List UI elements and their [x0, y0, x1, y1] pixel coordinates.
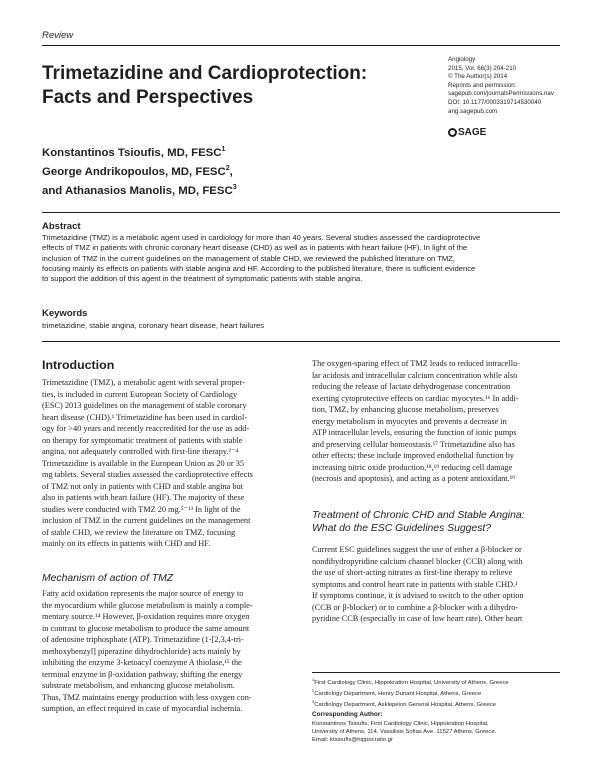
text-line: ATP intracellular levels, ensuring the function of ionic pumps: [312, 428, 517, 437]
mechanism-body: [42, 588, 296, 715]
corresponding-author-heading: Corresponding Author:: [312, 711, 383, 718]
abstract-heading: Abstract: [42, 221, 81, 232]
journal-site-link[interactable]: ang.sagepub.com: [448, 107, 498, 115]
text-line: of TMZ not only in patients with CHD and stable angina but: [42, 481, 244, 491]
sage-logo: [448, 127, 486, 138]
text-line: the myocardium while glucose metabolism is mainly a comple-: [42, 600, 253, 610]
article-title: [42, 62, 402, 110]
text-line: energy metabolism in myocytes and prevents a decrease in: [312, 416, 507, 426]
reprints-label: Reprints and permission:: [448, 81, 517, 89]
text-line: inhibiting the enzyme 3-ketoacyl coenzyme A thiolase,¹⁵ the: [42, 658, 242, 667]
text-line: angina, not adequately controlled with first-line therapy.²⁻⁴: [42, 447, 239, 456]
affiliations: [312, 676, 562, 710]
text-line: to support the addition of this agent in the treatment of symptomatic patients with stable angina.: [42, 274, 363, 284]
author: Konstantinos Tsioufis, MD, FESC$^1$: [42, 146, 226, 159]
text-line: lar acidosis and intracellular calcium concentration while also: [312, 370, 518, 380]
title-line: Trimetazidine and Cardioprotection:: [42, 63, 368, 84]
text-line: on therapy for symptomatic treatment of patients with stable: [42, 435, 243, 445]
text-line: (CCB or β-blocker) or to combine a β-blocker with a dihydro-: [312, 602, 519, 612]
treatment-body: [312, 544, 566, 625]
text-line: in contrast to glucose metabolism to produce the same amount: [42, 623, 250, 633]
text-line: focusing mainly its effects on patients with stable angina and HF. According to the published literature, there is sufficient evidence: [42, 263, 476, 273]
text-line: Current ESC guidelines suggest the use of either a β-blocker or: [312, 545, 522, 554]
text-line: and preserving cellular homeostasis.¹⁷ Trimetazidine also has: [312, 439, 515, 449]
keywords-rule: [42, 341, 560, 342]
author-list: [42, 142, 237, 198]
affiliation: $^2$Cardiology Department, Henry Dunant Hospital, Athens, Greece: [312, 688, 482, 698]
journal-issue: 2015, Vol. 66(3) 204-210: [448, 64, 517, 72]
doi[interactable]: DOI: 10.1177/0003319714530040: [448, 98, 542, 106]
journal-info: [448, 56, 578, 116]
text-line: exerting cytoprotective effects on cardiac myocytes.¹⁶ In addi-: [312, 393, 519, 403]
text-line: studies were conducted with TMZ 20 mg.⁵⁻¹³ In light of the: [42, 504, 241, 514]
abstract-body: [42, 233, 560, 284]
title-line: Facts and Perspectives: [42, 87, 254, 108]
permissions-link[interactable]: sagepub.com/journalsPermissions.nav: [448, 90, 554, 98]
text-line: mentary source.¹⁴ However, β-oxidation requires more oxygen: [42, 612, 250, 621]
text-line: symptoms and control heart rate in patients with stable CHD.¹: [312, 579, 518, 589]
text-line: (ESC) 2013 guidelines on the management of stable coronary: [42, 401, 247, 410]
header-rule: [42, 45, 560, 46]
text-line: Konstantinos Tsioufis, First Cardiology Clinic, Hippokration Hospital,: [312, 721, 489, 727]
text-line: ogy for >40 years and recently reaccredited for the use as add-: [42, 424, 250, 433]
text-line: other effects; these include improved endothelial function by: [312, 451, 514, 460]
text-line: pyridine CCB (especially in case of low heart rate). Other heart: [312, 614, 523, 623]
text-line: also in patients with heart failure (HF). The majority of these: [42, 493, 245, 502]
oxygen-sparing-body: [312, 358, 566, 485]
text-line: tion, TMZ, by enhancing glucose metabolism, preserves: [312, 405, 499, 414]
author: George Andrikopoulos, MD, FESC$^2$,: [42, 164, 233, 178]
text-line: Thus, TMZ maintains energy production with less oxygen con-: [42, 692, 252, 702]
keywords-heading: Keywords: [42, 308, 88, 319]
text-line: terminal enzyme in β-oxidation pathway, shifting the energy: [42, 669, 243, 679]
text-line: University of Athens, 114, Vassilisis Sofias Ave. 11527 Athens, Greece.: [312, 729, 497, 736]
text-line: nondihydropyridine calcium channel blocker (CCB) along with: [312, 556, 523, 566]
text-line: mg tablets. Several studies assessed the cardioprotective effects: [42, 470, 253, 479]
text-line: Trimetazidine (TMZ), a metabolic agent with several proper-: [42, 378, 245, 387]
text-line: mainly on its effects in patients with CHD and HF.: [42, 539, 211, 548]
publisher-name: SAGE: [458, 127, 487, 138]
text-line: If symptoms continue, it is advised to switch to the other option: [312, 591, 524, 600]
text-line: Trimetazidine is available in the European Union as 20 or 35: [42, 458, 244, 468]
author: and Athanasios Manolis, MD, FESC$^3$: [42, 183, 237, 197]
text-line: The oxygen-sparing effect of TMZ leads to reduced intracellu-: [312, 359, 520, 368]
affiliation: $^1$First Cardiology Clinic, Hippokration Hospital, University of Athens, Greece: [312, 677, 509, 686]
heading-line: What do the ESC Guidelines Suggest?: [312, 523, 492, 534]
footnote-rule: [312, 672, 560, 673]
corresponding-author-details: [312, 720, 562, 745]
text-line: effects of TMZ in patients with chronic coronary heart disease (CHD) as well as in patients with heart failure (HF). In light of the: [42, 243, 468, 253]
text-line: the use of short-acting nitrates as first-line therapy to relieve: [312, 568, 513, 577]
mechanism-heading: Mechanism of action of TMZ: [42, 573, 174, 584]
sage-logo-icon: [448, 128, 457, 137]
text-line: reducing the release of lactate dehydrogenase concentration: [312, 382, 511, 391]
affiliation: $^3$Cardiology Department, Asklepeion General Hospital, Athens, Greece: [312, 699, 496, 709]
text-line: of adenosine triphosphate (ATP). Trimetazidine (1-[2,3,4-tri-: [42, 635, 244, 644]
treatment-heading: [312, 509, 525, 535]
section-label: Review: [42, 30, 74, 41]
journal-name: Angiology: [448, 56, 476, 63]
text-line: substrate metabolism, and enhancing glucose metabolism.: [42, 681, 235, 690]
text-line: heart disease (CHD).¹ Trimetazidine has been used in cardiol-: [42, 412, 248, 422]
text-line: inclusion of TMZ in the current guidelines on the management of stable CHD, we reviewed the published literature on TMZ,: [42, 253, 455, 263]
text-line: Trimetazidine (TMZ) is a metabolic agent used in cardiology for more than 40 years. Several studies assessed the cardioprotective: [42, 233, 481, 242]
introduction-heading: Introduction: [42, 358, 115, 372]
text-line: methoxybenzyl] piperazine dihydrochloride) acts mainly by: [42, 646, 241, 656]
text-line: ties, is included in current European Society of Cardiology: [42, 389, 238, 399]
text-line: inclusion of TMZ in the current guidelines on the management: [42, 516, 251, 525]
copyright: © The Author(s) 2014: [448, 73, 508, 81]
text-line: sumption, an effect required in case of myocardial ischemia.: [42, 704, 243, 713]
introduction-body: [42, 377, 296, 550]
email-link[interactable]: Email: ktsioufis@hippocratio.gr: [312, 737, 393, 744]
heading-line: Treatment of Chronic CHD and Stable Angina:: [312, 510, 525, 521]
text-line: increasing nitric oxide production,¹⁸,¹⁹ reducing cell damage: [312, 462, 513, 472]
text-line: of stable CHD, we review the literature on TMZ, focusing: [42, 527, 236, 537]
text-line: (necrosis and apoptosis), and acting as a potent antioxidant.¹⁹: [312, 474, 516, 483]
keywords-text: trimetazidine, stable angina, coronary heart disease, heart failures: [42, 321, 265, 330]
text-line: Fatty acid oxidation represents the major source of energy to: [42, 589, 244, 598]
